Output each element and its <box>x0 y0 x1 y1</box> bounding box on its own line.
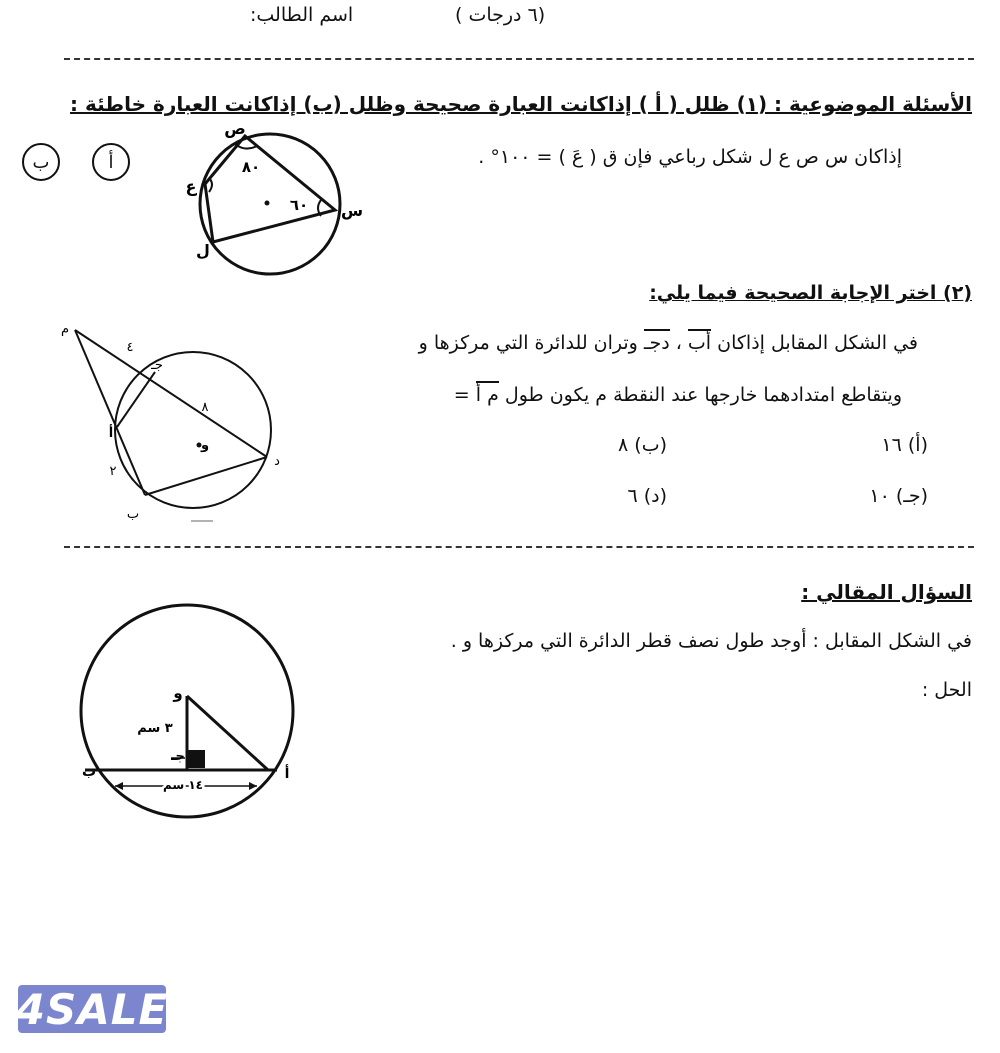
choice-true-label: أ <box>108 151 114 173</box>
solution-label: الحل : <box>921 679 972 701</box>
mcq-option-c[interactable] <box>869 485 928 507</box>
figure3-label-14cm: ١٤ سم <box>162 778 204 792</box>
figure2-label-a: أ <box>108 426 114 441</box>
figure1-angle-top: ٨٠ <box>241 158 261 176</box>
figure1-label-top: ص <box>224 120 246 138</box>
figure2-label-b: ب <box>126 507 140 522</box>
segment-dj: دجـ <box>643 332 670 354</box>
mcq-option-a-label: (أ) <box>907 434 928 456</box>
student-name-label: اسم الطالب: <box>250 4 354 26</box>
figure3-label-center: و <box>173 684 183 702</box>
segment-ma: م أ <box>475 384 499 406</box>
mcq-line1-end: وتران للدائرة التي مركزها و <box>418 332 638 354</box>
mcq-option-b-label: (ب) <box>634 434 667 456</box>
secants-figure <box>55 315 295 530</box>
mcq-line1-start: في الشكل المقابل إذاكان <box>717 332 918 354</box>
mcq-option-d-label: (د) <box>643 485 667 507</box>
divider-middle <box>64 546 974 548</box>
figure3-label-b: ب <box>81 764 97 780</box>
mcq-line2-end: = <box>453 384 470 406</box>
mcq-line1-separator: ، <box>675 332 682 354</box>
watermark-badge <box>15 984 169 1034</box>
mcq-option-a[interactable] <box>881 434 928 456</box>
figure2-label-d: د <box>274 454 280 469</box>
mcq-heading: (٢) اختر الإجابة الصحيحة فيما يلي: <box>649 282 972 304</box>
figure3-label-j: جـ <box>171 749 185 764</box>
chord-radius-figure <box>75 598 305 828</box>
figure3-dimension-arrow-right <box>249 782 257 790</box>
mcq-option-c-label: (جـ) <box>895 485 928 507</box>
watermark-text: 4SALE <box>15 984 169 1034</box>
figure1-label-right: س <box>340 201 364 220</box>
mcq-line1 <box>419 332 918 354</box>
choice-false-label: ب <box>32 151 50 173</box>
figure1-angle-right: ٦٠ <box>289 196 309 214</box>
quadrilateral-figure <box>175 120 375 280</box>
figure2-label-m: م <box>60 322 70 337</box>
mcq-option-b[interactable] <box>618 434 667 456</box>
figure2-chord-a-j <box>117 372 155 427</box>
mcq-line2-start: ويتقاطع امتدادهما خارجها عند النقطة م يكون طول <box>504 384 902 406</box>
choice-true-circle[interactable] <box>92 143 130 181</box>
figure2-chord-b-d <box>145 457 267 495</box>
mcq-option-d-value: ٦ <box>627 485 638 507</box>
figure2-circle <box>115 352 271 508</box>
figure1-arc-right <box>318 200 321 216</box>
figure3-label-3cm: ٣ سم <box>137 721 173 736</box>
figure2-line-m-d <box>75 330 267 457</box>
divider-top <box>64 58 974 60</box>
mcq-option-a-value: ١٦ <box>881 434 902 456</box>
figure3-right-angle-mark <box>187 750 205 768</box>
figure2-label-j: جـ <box>151 358 163 373</box>
figure2-label-4: ٤ <box>126 340 134 355</box>
essay-question: في الشكل المقابل : أوجد طول نصف قطر الدائرة التي مركزها و . <box>450 630 972 652</box>
mcq-option-b-value: ٨ <box>618 434 629 456</box>
grade-label: (٦ درجات ) <box>455 4 546 26</box>
objective-heading: الأسئلة الموضوعية : (١) ظلل ( أ ) إذاكانت العبارة صحيحة وظلل (ب) إذاكانت العبارة خاطئة : <box>70 92 972 116</box>
choice-false-circle[interactable] <box>22 143 60 181</box>
mcq-line2 <box>454 384 902 406</box>
mcq-option-c-value: ١٠ <box>869 485 890 507</box>
figure1-label-bottom: ل <box>196 241 210 260</box>
figure2-label-8: ٨ <box>201 400 209 415</box>
figure2-label-center: و <box>200 438 210 453</box>
mcq-option-d[interactable] <box>627 485 667 507</box>
segment-ab: أب <box>687 332 712 354</box>
figure3-label-a: أ <box>284 766 290 782</box>
essay-heading: السؤال المقالي : <box>801 580 972 604</box>
figure2-label-2: ٢ <box>109 464 117 479</box>
figure1-center-dot <box>265 201 270 206</box>
figure1-label-left: ع <box>185 177 197 196</box>
objective-statement: إذاكان س ص ع ل شكل رباعي فإن ق ( عَ ) = ١٠٠° . <box>478 146 902 168</box>
